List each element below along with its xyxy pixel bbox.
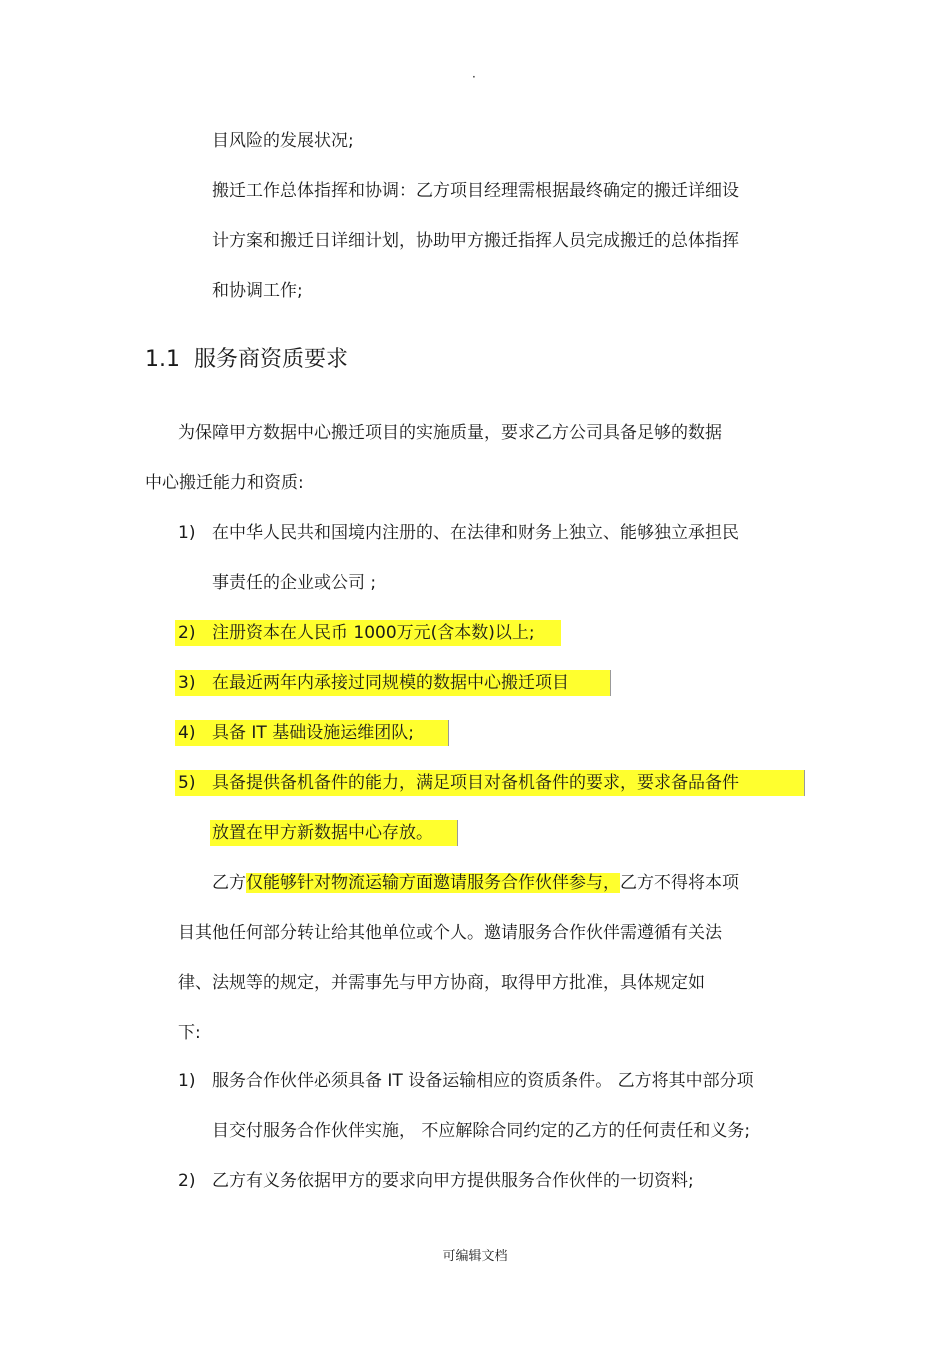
list-number: 4)	[178, 723, 196, 743]
partner-rule-1-continued: 目交付服务合作伙伴实施， 不应解除合同约定的乙方的任何责任和义务;	[212, 1121, 751, 1141]
requirement-item-4	[175, 720, 449, 746]
requirement-item-1-continued: 事责任的企业或公司 ;	[212, 573, 377, 593]
list-number: 3)	[178, 673, 196, 693]
intro-line-1: 为保障甲方数据中心搬迁项目的实施质量，要求乙方公司具备足够的数据	[178, 423, 722, 443]
list-number: 2)	[178, 1171, 196, 1191]
paragraph-command-line-1: 搬迁工作总体指挥和协调：乙方项目经理需根据最终确定的搬迁详细设	[212, 181, 739, 201]
partner-rule-text: 乙方有义务依据甲方的要求向甲方提供服务合作伙伴的一切资料;	[212, 1171, 694, 1191]
requirement-item-5-continued: 放置在甲方新数据中心存放。	[210, 820, 458, 846]
list-number: 1)	[178, 1071, 196, 1091]
requirement-text: 注册资本在人民币 1000万元(含本数)以上;	[212, 623, 535, 643]
partner-highlight: 仅能够针对物流运输方面邀请服务合作伙伴参与，	[246, 873, 620, 893]
section-title: 服务商资质要求	[194, 347, 349, 372]
requirement-item-2	[175, 620, 561, 646]
requirement-text: 具备 IT 基础设施运维团队;	[212, 723, 414, 743]
section-heading	[145, 345, 348, 375]
partner-line-2: 目其他任何部分转让给其他单位或个人。邀请服务合作伙伴需遵循有关法	[178, 923, 722, 943]
requirement-text: 具备提供备机备件的能力，满足项目对备机备件的要求，要求备品备件	[212, 773, 739, 793]
paragraph-command-line-2: 计方案和搬迁日详细计划，协助甲方搬迁指挥人员完成搬迁的总体指挥	[212, 231, 739, 251]
partner-rule-1	[178, 1068, 754, 1094]
requirement-item-5	[175, 770, 805, 796]
partner-line-3: 律、法规等的规定，并需事先与甲方协商，取得甲方批准，具体规定如	[178, 973, 705, 993]
list-number: 5)	[178, 773, 196, 793]
partner-subject: 乙方	[212, 873, 246, 893]
header-dot: ·	[472, 70, 476, 84]
requirement-text: 在最近两年内承接过同规模的数据中心搬迁项目	[212, 673, 569, 693]
page-footer: 可编辑文档	[442, 1249, 508, 1264]
list-number: 2)	[178, 623, 196, 643]
partner-line-4: 下:	[178, 1023, 201, 1043]
list-number: 1)	[178, 523, 196, 543]
requirement-item-3	[175, 670, 611, 696]
partner-rule-2	[178, 1168, 694, 1194]
intro-line-2: 中心搬迁能力和资质:	[145, 473, 304, 493]
section-number: 1.1	[145, 347, 180, 372]
paragraph-command-line-3: 和协调工作;	[212, 281, 303, 301]
partner-line-1	[212, 870, 739, 896]
partner-rest: 乙方不得将本项	[620, 873, 739, 893]
partner-rule-text: 服务合作伙伴必须具备 IT 设备运输相应的资质条件。 乙方将其中部分项	[212, 1071, 754, 1091]
requirement-text: 在中华人民共和国境内注册的、在法律和财务上独立、能够独立承担民	[212, 523, 739, 543]
paragraph-risk-tail: 目风险的发展状况;	[212, 131, 354, 151]
requirement-item-1	[178, 520, 739, 546]
